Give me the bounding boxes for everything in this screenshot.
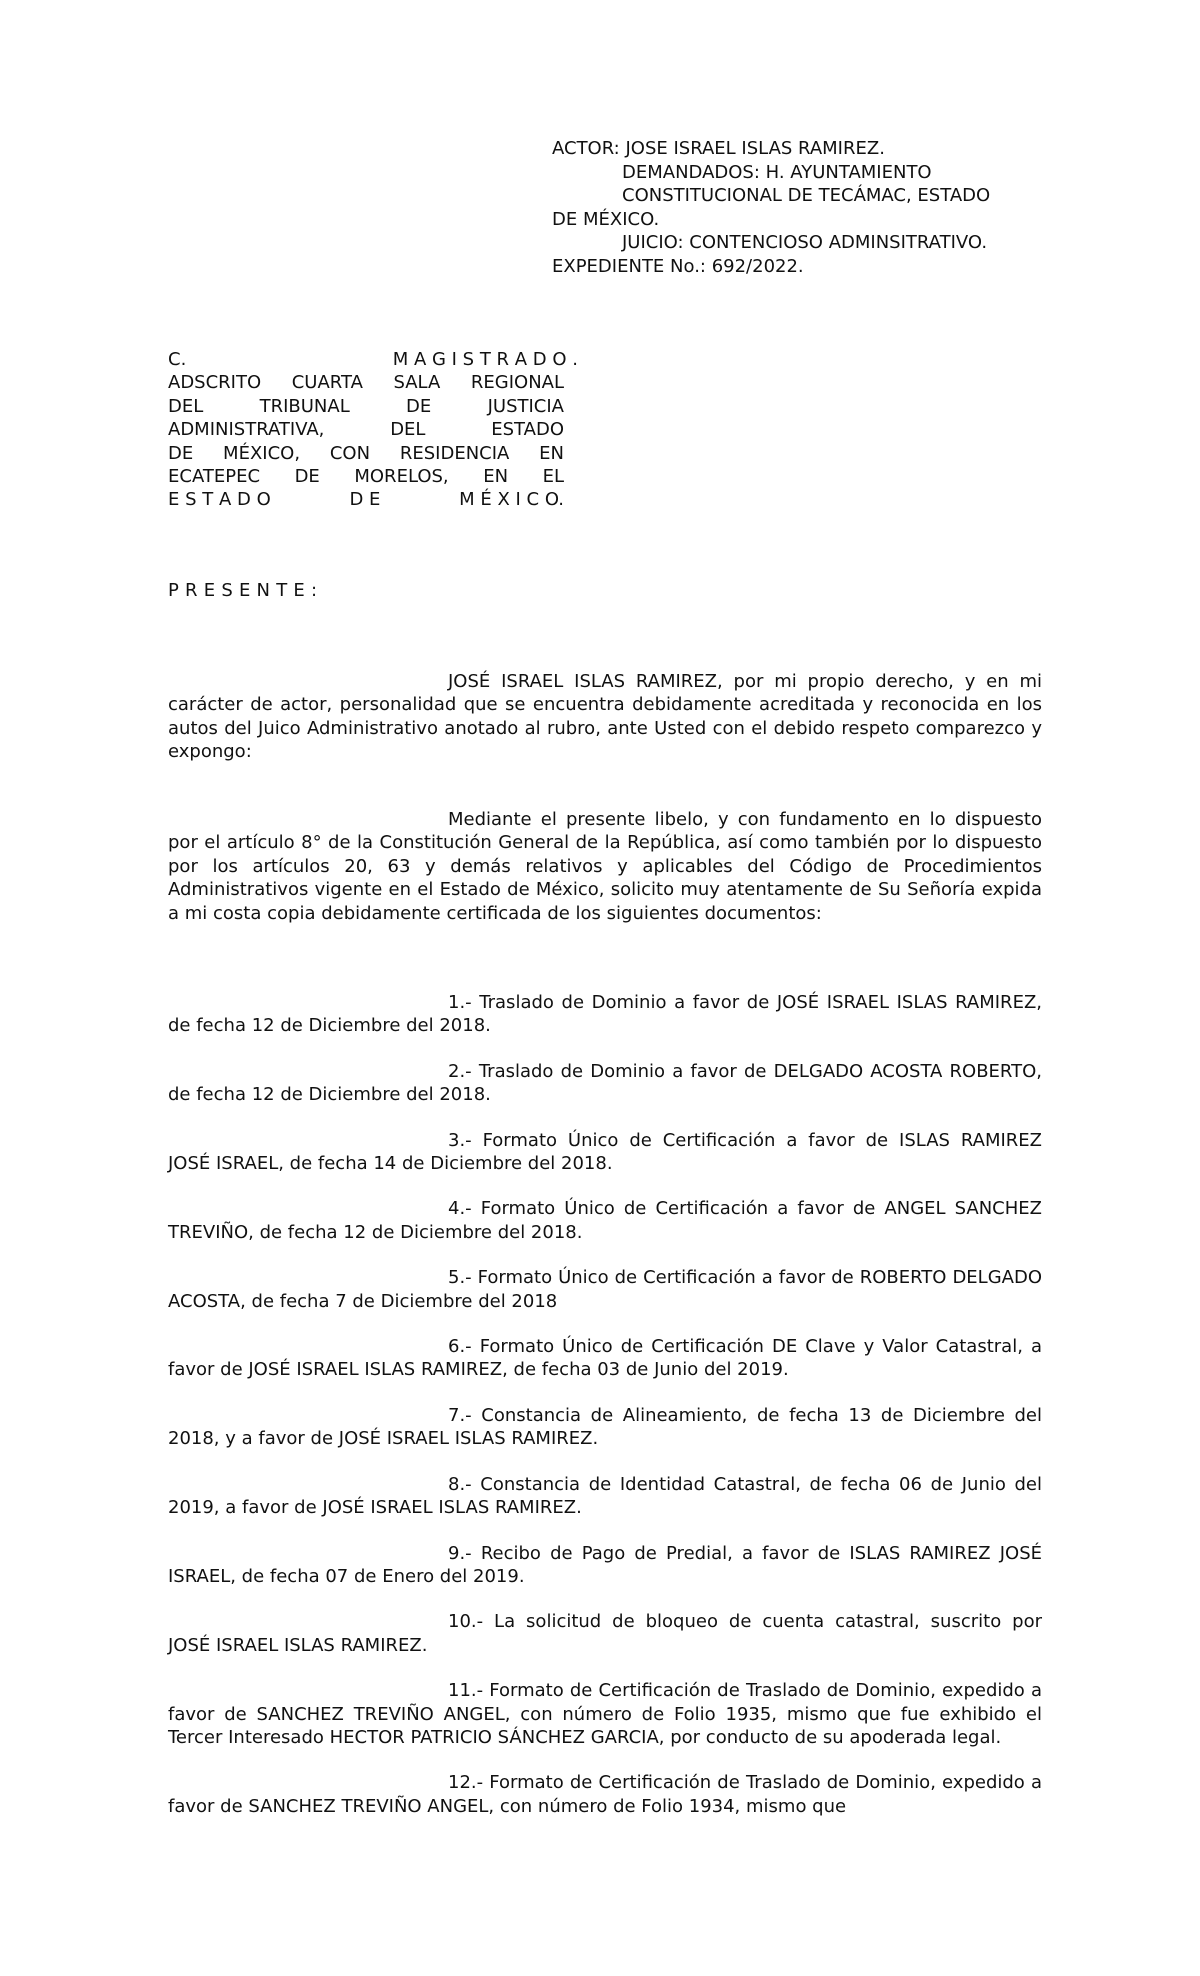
magistrado-title: M A G I S T R A D O . bbox=[392, 349, 578, 370]
actor-line: ACTOR: JOSE ISRAEL ISLAS RAMIREZ. bbox=[552, 138, 885, 159]
addressee-line-6: ECATEPEC DE MORELOS, EN EL bbox=[168, 466, 564, 488]
list-item: 5.- Formato Único de Certificación a favor de ROBERTO DELGADO ACOSTA, de fecha 7 de Diciembre del 2018 bbox=[168, 1267, 1042, 1312]
list-item: 8.- Constancia de Identidad Catastral, de fecha 06 de Junio del 2019, a favor de JOSÉ ISRAEL ISLAS RAMIREZ. bbox=[168, 1473, 1042, 1519]
document-list bbox=[168, 991, 1042, 1840]
presente-heading: PRESENTE: bbox=[168, 580, 324, 601]
expediente-line: EXPEDIENTE No.: 692/2022. bbox=[552, 255, 804, 277]
addressee-line-3: DEL TRIBUNAL DE JUSTICIA bbox=[168, 395, 564, 417]
addressee-line-5: DE MÉXICO, CON RESIDENCIA EN bbox=[168, 442, 564, 464]
list-item: 2.- Traslado de Dominio a favor de DELGADO ACOSTA ROBERTO, de fecha 12 de Diciembre del 2018. bbox=[168, 1060, 1042, 1106]
estado-line bbox=[168, 488, 564, 511]
list-item: 3.- Formato Único de Certificación a favor de ISLAS RAMIREZ JOSÉ ISRAEL, de fecha 14 de Diciembre del 2018. bbox=[168, 1129, 1042, 1175]
demandados-line: DEMANDADOS: H. AYUNTAMIENTO bbox=[622, 161, 932, 183]
addressee-line-4: ADMINISTRATIVA, DEL ESTADO bbox=[168, 419, 564, 441]
demandados-line-3: DE MÉXICO. bbox=[552, 208, 660, 230]
addressee-line-2: ADSCRITO CUARTA SALA REGIONAL bbox=[168, 372, 564, 394]
magistrado-c: C. bbox=[168, 349, 187, 370]
estado-word-2: D E bbox=[349, 489, 381, 511]
list-item: 7.- Constancia de Alineamiento, de fecha 13 de Diciembre del 2018, y a favor de JOSÉ ISRAEL ISLAS RAMIREZ. bbox=[168, 1404, 1042, 1450]
intro-paragraph-block bbox=[168, 670, 1042, 764]
case-header bbox=[552, 137, 1052, 279]
juicio-line: JUICIO: CONTENCIOSO ADMINSITRATIVO. bbox=[622, 232, 988, 254]
estado-word-3: M É X I C O. bbox=[459, 489, 564, 511]
list-item: 12.- Formato de Certificación de Traslado de Dominio, expedido a favor de SANCHEZ TREVIÑO ANGEL, con número de Folio 1934, mismo que bbox=[168, 1772, 1042, 1817]
addressee-block bbox=[168, 348, 578, 512]
list-item: 11.- Formato de Certificación de Traslado de Dominio, expedido a favor de SANCHEZ TREVIÑO ANGEL, con número de Folio 1935, mismo que fue exhibido el Tercer Interesado HECTOR PATRICIO SÁNCHEZ GARCIA, por conducto de su apoderada legal. bbox=[168, 1680, 1042, 1748]
magistrado-line bbox=[168, 348, 578, 371]
list-item: 9.- Recibo de Pago de Predial, a favor de ISLAS RAMIREZ JOSÉ ISRAEL, de fecha 07 de Enero del 2019. bbox=[168, 1542, 1042, 1587]
list-item: 6.- Formato Único de Certificación DE Clave y Valor Catastral, a favor de JOSÉ ISRAEL ISLAS RAMIREZ, de fecha 03 de Junio del 2019. bbox=[168, 1336, 1042, 1381]
list-item: 10.- La solicitud de bloqueo de cuenta catastral, suscrito por JOSÉ ISRAEL ISLAS RAMIREZ. bbox=[168, 1611, 1042, 1656]
request-paragraph-block bbox=[168, 808, 1042, 925]
estado-word-1: E S T A D O bbox=[168, 489, 271, 511]
intro-paragraph: JOSÉ ISRAEL ISLAS RAMIREZ, por mi propio derecho, y en mi carácter de actor, personalidad que se encuentra debidamente acreditada y reconocida en los autos del Juico Administrativo anotado al rubro, ante Usted con el debido respeto comparezco y expongo: bbox=[168, 671, 1042, 763]
demandados-line-2: CONSTITUCIONAL DE TECÁMAC, ESTADO bbox=[622, 185, 991, 207]
list-item: 1.- Traslado de Dominio a favor de JOSÉ ISRAEL ISLAS RAMIREZ, de fecha 12 de Diciembre del 2018. bbox=[168, 992, 1042, 1037]
list-item: 4.- Formato Único de Certificación a favor de ANGEL SANCHEZ TREVIÑO, de fecha 12 de Diciembre del 2018. bbox=[168, 1198, 1042, 1243]
request-paragraph: Mediante el presente libelo, y con fundamento en lo dispuesto por el artículo 8° de la Constitución General de la República, así como también por lo dispuesto por los artículos 20, 63 y demás relativos y aplicables del Código de Procedimientos Administrativos vigente en el Estado de México, solicito muy atentamente de Su Señoría expida a mi costa copia debidamente certificada de los siguientes documentos: bbox=[168, 809, 1042, 924]
